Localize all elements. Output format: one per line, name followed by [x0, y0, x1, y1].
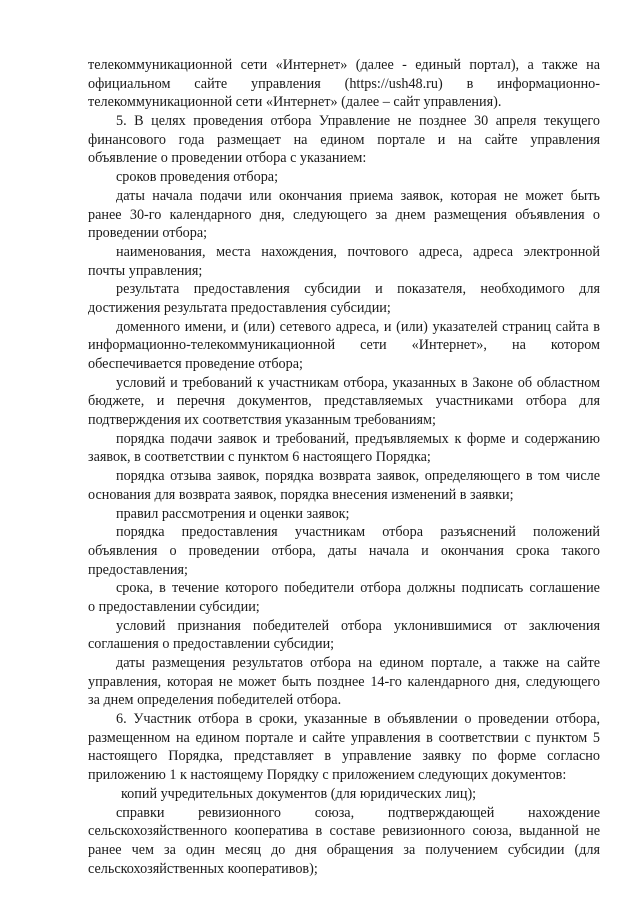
text-line: достижения результата предоставления субсидии; — [88, 299, 391, 316]
text-line: за днем определения победителей отбора. — [88, 692, 342, 709]
paragraph-6-first-line: 6. Участник отбора в сроки, указанные в объявлении о проведении отбора, — [116, 711, 600, 728]
list-item-line: даты начала подачи или окончания приема заявок, которая не может быть — [116, 187, 600, 204]
text-line: предоставления; — [88, 561, 188, 578]
list-item-line: порядка отзыва заявок, порядка возврата заявок, определяющего в том числе — [116, 468, 600, 485]
text-line: размещенном на едином портале и сайте управления в соответствии с пунктом 5 — [88, 729, 600, 746]
text-line: сельскохозяйственного кооператива в составе ревизионного союза, выданной не — [88, 823, 600, 840]
list-item-line: условий признания победителей отбора уклонившимися от заключения — [116, 617, 600, 634]
list-item-line: копий учредительных документов (для юридических лиц); — [121, 785, 477, 802]
text-line: соглашения о предоставлении субсидии; — [88, 636, 335, 653]
text-line: приложению 1 к настоящему Порядку с приложением следующих документов: — [88, 767, 567, 784]
text-line: о предоставлении субсидии; — [88, 598, 260, 615]
list-item-line: даты размещения результатов отбора на едином портале, а также на сайте — [116, 655, 600, 671]
list-item-line: справки ревизионного союза, подтверждающей нахождение — [116, 804, 600, 821]
text-line: официальном сайте управления (https://ush48.ru) в информационно- — [88, 75, 600, 92]
list-item-line: правил рассмотрения и оценки заявок; — [116, 505, 350, 522]
document-body — [88, 56, 600, 878]
text-line: телекоммуникационной сети «Интернет» (далее – сайт управления). — [88, 94, 502, 111]
list-item-line: доменного имени, и (или) сетевого адреса, и (или) указателей страниц сайта в — [116, 318, 600, 335]
text-line: бюджете, и перечня документов, представляемых участниками отбора для — [88, 393, 600, 410]
text-line: основания для возврата заявок, порядка внесения изменений в заявки; — [88, 486, 514, 503]
text-line: подтверждения их соответствия указанным требованиям; — [88, 412, 436, 429]
list-item-line: сроков проведения отбора; — [116, 169, 279, 186]
text-line: обеспечивается проведение отбора; — [88, 356, 303, 372]
list-item-line: наименования, места нахождения, почтового адреса, адреса электронной — [116, 243, 600, 260]
text-line: почты управления; — [88, 262, 203, 279]
text-line: заявок, в соответствии с пунктом 6 настоящего Порядка; — [88, 449, 431, 466]
list-item-line: порядка подачи заявок и требований, предъявляемых к форме и содержанию — [116, 430, 600, 447]
paragraph-5-first-line: 5. В целях проведения отбора Управление не позднее 30 апреля текущего — [116, 113, 600, 130]
text-line: объявление о проведении отбора с указанием: — [88, 150, 367, 167]
list-item-line: условий и требований к участникам отбора, указанных в Законе об областном — [116, 374, 600, 391]
list-item-line: порядка предоставления участникам отбора разъяснений положений — [116, 524, 600, 541]
text-line: финансового года размещает на едином портале и на сайте управления — [88, 131, 600, 148]
text-line: ранее чем за один месяц до дня обращения за получением субсидии (для — [88, 841, 600, 858]
text-line: проведении отбора; — [88, 225, 208, 242]
text-line: управления, которая не может быть позднее 14-го календарного дня, следующего — [88, 673, 600, 690]
list-item-line: результата предоставления субсидии и показателя, необходимого для — [116, 281, 600, 298]
text-line: объявления о проведении отбора, даты начала и окончания срока такого — [88, 542, 600, 559]
text-line: сельскохозяйственных кооперативов); — [88, 860, 318, 877]
list-item-line: срока, в течение которого победители отбора должны подписать соглашение — [116, 580, 600, 597]
text-line: телекоммуникационной сети «Интернет» (далее - единый портал), а также на — [88, 57, 600, 73]
text-line: настоящего Порядка, представляет в управление заявку по форме согласно — [88, 748, 600, 765]
text-line: ранее 30-го календарного дня, следующего за днем размещения объявления о — [88, 206, 600, 223]
text-line: информационно-телекоммуникационной сети «Интернет», на котором — [88, 337, 600, 354]
